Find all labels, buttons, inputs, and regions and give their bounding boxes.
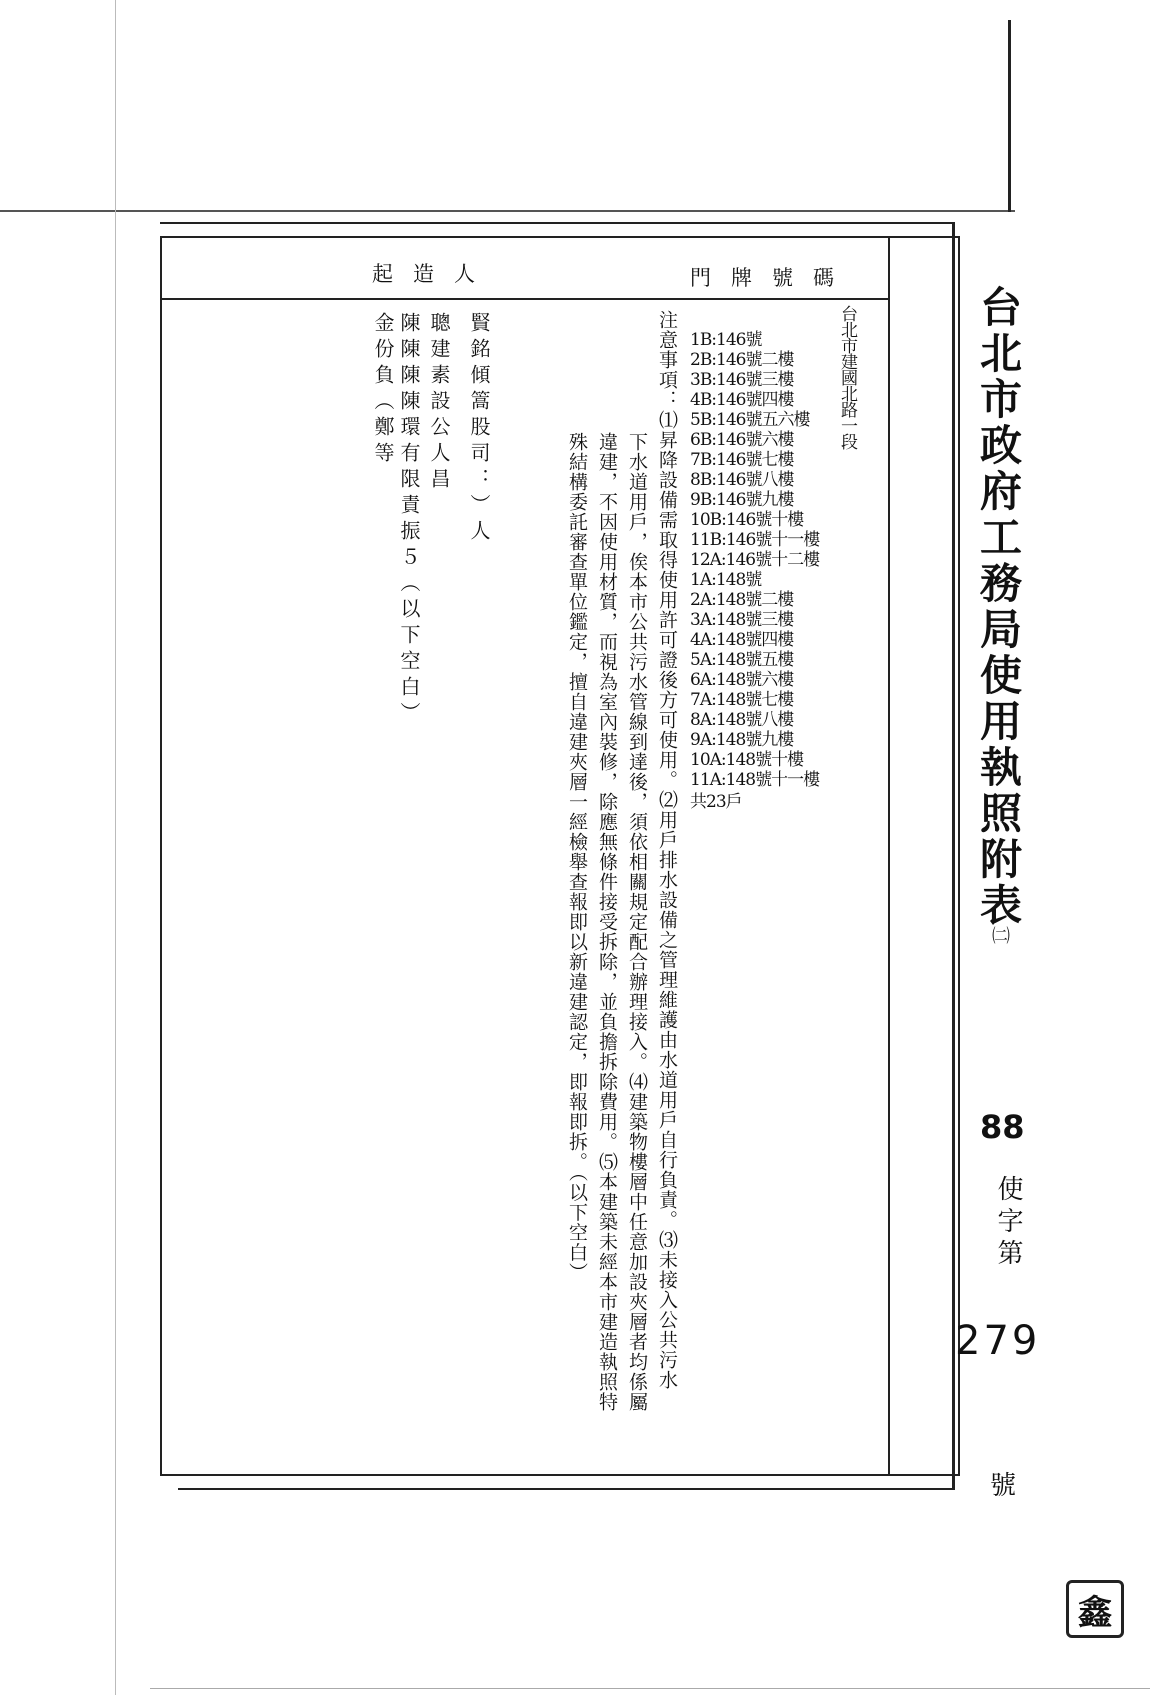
address-row: 4B:146號四樓 [690, 390, 794, 410]
address-row: 9B:146號九樓 [690, 490, 794, 510]
owner-column-4: 金份負（鄭等 [371, 312, 395, 468]
address-row: 12A:146號十二樓 [690, 550, 820, 570]
notes-column-3: 違建，不因使用材質，而視為室內裝修，除應無條件接受拆除，並負擔拆除費用。⑸本建築未經本市建造執照特 [596, 432, 618, 1412]
address-row: 4A:148號四樓 [690, 630, 794, 650]
address-row: 11A:148號十一樓 [690, 770, 820, 790]
scan-edge-bottom [150, 1688, 1150, 1689]
notes-column-4: 殊結構委託審查單位鑑定，擅自違建夾層一經檢舉查報即以新違建認定，即報即拆。（以下空白） [566, 432, 588, 1283]
owner-column-2: 聰建素設公人昌 [427, 312, 451, 494]
address-row: 1B:146號 [690, 330, 762, 350]
seal-stamp: 鑫 [1066, 1580, 1124, 1638]
document-title: 台北市政府工務局使用執照附表 [974, 285, 1023, 929]
owner-header: 起造人 [372, 262, 495, 286]
header-row-divider [160, 298, 888, 300]
page-edge-top [0, 210, 1015, 212]
permit-number: 279 [955, 1318, 1041, 1364]
address-row: 5B:146號五六樓 [690, 410, 810, 430]
address-row: 共23戶 [690, 792, 742, 812]
address-line-0: 台北市建國北路一段 [837, 305, 857, 449]
address-row: 3A:148號三樓 [690, 610, 794, 630]
permit-suffix: 號 [990, 1471, 1017, 1501]
address-row: 2A:148號二樓 [690, 590, 794, 610]
address-row: 7B:146號七樓 [690, 450, 794, 470]
address-row: 6B:146號六樓 [690, 430, 794, 450]
outer-frame-top [160, 222, 955, 224]
title-column-divider [888, 236, 890, 1476]
owner-column-3: 陳陳陳陳環有限責振５（以下空白） [397, 312, 421, 728]
address-row: 11B:146號十一樓 [690, 530, 820, 550]
title-suffix: ㈡ [992, 926, 1010, 947]
address-row: 7A:148號七樓 [690, 690, 794, 710]
address-row: 1A:148號 [690, 570, 762, 590]
address-row: 3B:146號三樓 [690, 370, 794, 390]
address-row: 8B:146號八樓 [690, 470, 794, 490]
address-row: 5A:148號五樓 [690, 650, 794, 670]
permit-type: 使字第 [993, 1175, 1023, 1271]
address-header: 門牌號碼 [690, 266, 854, 290]
address-row: 10B:146號十樓 [690, 510, 804, 530]
address-row: 2B:146號二樓 [690, 350, 794, 370]
address-row: 9A:148號九樓 [690, 730, 794, 750]
outer-frame-right [952, 222, 955, 1490]
notes-column-2: 下水道用戶，俟本市公共污水管線到達後，須依相關規定配合辦理接入。⑷建築物樓層中任意加設夾層者均係屬 [626, 432, 648, 1412]
address-row: 8A:148號八樓 [690, 710, 794, 730]
page-edge-right [1008, 20, 1011, 212]
address-row: 6A:148號六樓 [690, 670, 794, 690]
outer-frame-bottom [178, 1488, 955, 1490]
address-row: 10A:148號十樓 [690, 750, 804, 770]
owner-column-1: 賢銘傾篙股司：）人 [467, 312, 491, 546]
notes-column-1: 注意事項：⑴昇降設備需取得使用許可證後方可使用。⑵用戶排水設備之管理維護由水道用戶自行負責。⑶未接入公共污水 [656, 310, 678, 1390]
permit-year: 88 [980, 1108, 1025, 1146]
scan-edge-left [115, 0, 116, 1695]
